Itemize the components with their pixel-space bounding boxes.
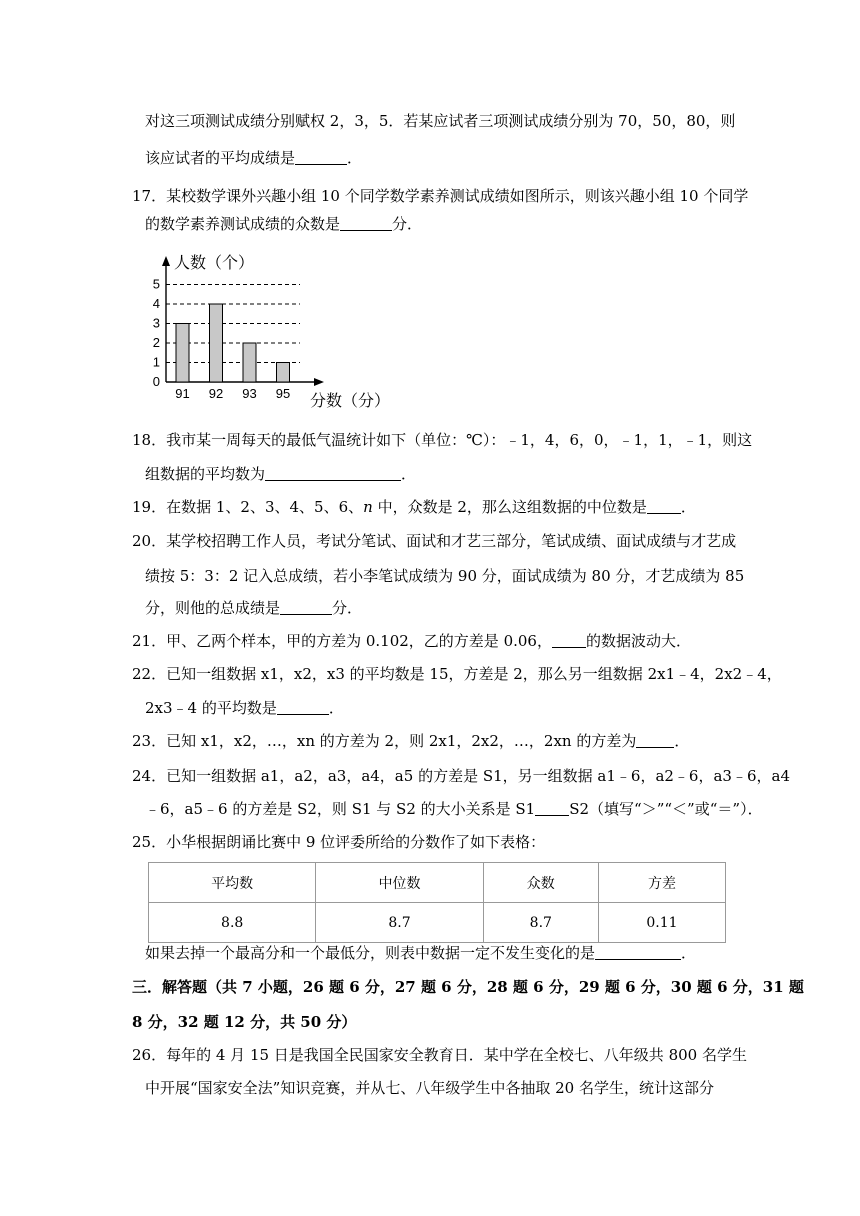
q22-line2 — [145, 698, 344, 718]
q17-unit: 分． — [392, 215, 423, 233]
q19-period: ． — [680, 498, 696, 516]
q20-text: 某学校招聘工作人员，考试分笔试、面试和才艺三部分，笔试成绩、面试成绩与才艺成 — [166, 532, 737, 550]
y-tick-label: 3 — [152, 315, 160, 331]
y-tick-label: 0 — [152, 374, 160, 389]
q22-text: 已知一组数据 x1，x2，x3 的平均数是 15，方差是 2，那么另一组数据 2x1﹣4，2x2﹣4， — [166, 665, 782, 683]
q21-number: 21． — [132, 632, 167, 650]
answer-blank[interactable] — [265, 466, 401, 481]
q24-number: 24． — [132, 767, 167, 785]
q25-line1 — [132, 832, 545, 852]
q17-line1 — [132, 186, 748, 206]
x-tick-label: 93 — [242, 386, 257, 401]
y-tick-label: 1 — [152, 354, 160, 370]
q22-number: 22． — [132, 665, 167, 683]
table-cell: 8.8 — [149, 903, 316, 943]
q25-period: ． — [681, 944, 697, 962]
q24-line1 — [132, 766, 790, 786]
answer-blank[interactable] — [595, 945, 681, 960]
table-header-cell: 中位数 — [316, 863, 483, 903]
q21-line — [132, 631, 691, 651]
q19-text-2: 中，众数是 2，那么这组数据的中位数是 — [372, 498, 647, 516]
answer-blank[interactable] — [647, 499, 681, 514]
q16-text-line1: 对这三项测试成绩分别赋权 2，3，5．若某应试者三项测试成绩分别为 70，50，80，则 — [145, 112, 736, 130]
q18-line2 — [145, 464, 416, 484]
q22-line1 — [132, 664, 782, 684]
table-row — [149, 903, 726, 943]
table-header-cell: 众数 — [483, 863, 598, 903]
q18-period: ． — [401, 465, 417, 483]
q26-line2: 中开展“国家安全法”知识竞赛，并从七、八年级学生中各抽取 20 名学生，统计这部分 — [145, 1079, 714, 1097]
y-axis-label: 人数（个） — [174, 253, 255, 272]
answer-blank[interactable] — [295, 150, 347, 165]
q20-line2: 绩按 5：3：2 记入总成绩，若小李笔试成绩为 90 分，面试成绩为 80 分，才艺成绩为 85 — [145, 567, 745, 585]
bar — [277, 363, 290, 383]
score-bar-chart — [148, 250, 391, 410]
q21-text-2: 的数据波动大． — [585, 632, 691, 650]
q24-line2 — [145, 799, 763, 819]
q20-line3 — [145, 598, 362, 618]
q26-number: 26． — [132, 1046, 167, 1064]
q25-text-2: 如果去掉一个最高分和一个最低分，则表中数据一定不发生变化的是 — [145, 944, 596, 962]
q26-text: 每年的 4 月 15 日是我国全民国家安全教育日．某中学在全校七、八年级共 800 名学生 — [166, 1046, 747, 1064]
q20-line1 — [132, 531, 736, 551]
q24-text: 已知一组数据 a1，a2，a3，a4，a5 的方差是 S1，另一组数据 a1﹣6，a2﹣6，a3﹣6，a4 — [166, 767, 790, 785]
table-cell: 0.11 — [598, 903, 725, 943]
q18-text: 我市某一周每天的最低气温统计如下（单位：℃）：﹣1，4，6，0，﹣1，1，﹣1，则这 — [166, 431, 753, 449]
q16-period: ． — [347, 149, 363, 167]
q19-number: 19． — [132, 498, 167, 516]
answer-blank[interactable] — [340, 216, 392, 231]
q24-text-2: ﹣6，a5﹣6 的方差是 S2，则 S1 与 S2 的大小关系是 S1 — [145, 800, 536, 818]
answer-blank[interactable] — [280, 600, 332, 615]
q25-number: 25． — [132, 833, 167, 851]
q22-period: ． — [328, 699, 344, 717]
x-tick-label: 91 — [175, 386, 190, 401]
q20-number: 20． — [132, 532, 167, 550]
y-tick-label: 5 — [152, 276, 160, 292]
q19-line — [132, 497, 696, 517]
q18-line1 — [132, 430, 752, 450]
q26-line1 — [132, 1045, 747, 1065]
section-3-heading-2: 8 分，32 题 12 分，共 50 分） — [132, 1013, 357, 1031]
bar — [243, 343, 256, 382]
q19-text: 在数据 1、2、3、4、5、6、 — [166, 498, 364, 516]
answer-blank[interactable] — [535, 801, 569, 816]
table-header-cell: 平均数 — [149, 863, 316, 903]
x-axis-arrow — [314, 378, 324, 386]
var-n: n — [363, 498, 373, 516]
table-header-cell: 方差 — [598, 863, 725, 903]
q20-text-3: 分，则他的总成绩是 — [145, 599, 281, 617]
q16-text-line2 — [145, 148, 362, 168]
q16-text: 该应试者的平均成绩是 — [145, 149, 296, 167]
table-header-row — [149, 863, 726, 903]
table-cell: 8.7 — [483, 903, 598, 943]
answer-blank[interactable] — [277, 700, 329, 715]
y-tick-label: 4 — [152, 296, 160, 311]
q23-number: 23． — [132, 732, 167, 750]
x-tick-label: 95 — [275, 386, 291, 401]
q21-text: 甲、乙两个样本，甲的方差为 0.102，乙的方差是 0.06， — [166, 632, 552, 650]
q23-line — [132, 731, 689, 751]
q17-number: 17． — [132, 187, 167, 205]
table-cell: 8.7 — [316, 903, 483, 943]
q17-text-2: 的数学素养测试成绩的众数是 — [145, 215, 341, 233]
q17-text: 某校数学课外兴趣小组 10 个同学数学素养测试成绩如图所示，则该兴趣小组 10 个同学 — [166, 187, 749, 205]
x-axis-label: 分数（分） — [310, 391, 391, 410]
section-3-heading: 三．解答题（共 7 小题，26 题 6 分，27 题 6 分，28 题 6 分，29 题 6 分，30 题 6 分，31 题 — [132, 978, 804, 996]
q17-line2 — [145, 214, 422, 234]
q23-text: 已知 x1，x2，…，xn 的方差为 2，则 2x1，2x2，…，2xn 的方差为 — [166, 732, 637, 750]
bar — [210, 304, 223, 382]
q18-text-2: 组数据的平均数为 — [145, 465, 266, 483]
q18-number: 18． — [132, 431, 167, 449]
answer-blank[interactable] — [636, 733, 674, 748]
q23-period: ． — [674, 732, 690, 750]
x-tick-label: 92 — [208, 386, 224, 401]
q24-text-3: S2（填写“＞”“＜”或“＝”）． — [569, 800, 763, 818]
q25-line2 — [145, 943, 696, 963]
q20-unit: 分． — [332, 599, 363, 617]
stats-table — [148, 862, 726, 943]
bar — [176, 324, 189, 383]
y-tick-label: 2 — [152, 335, 160, 350]
q22-text-2: 2x3﹣4 的平均数是 — [145, 699, 277, 717]
y-axis-arrow — [162, 256, 170, 266]
q25-text: 小华根据朗诵比赛中 9 位评委所给的分数作了如下表格： — [166, 833, 546, 851]
answer-blank[interactable] — [552, 633, 586, 648]
